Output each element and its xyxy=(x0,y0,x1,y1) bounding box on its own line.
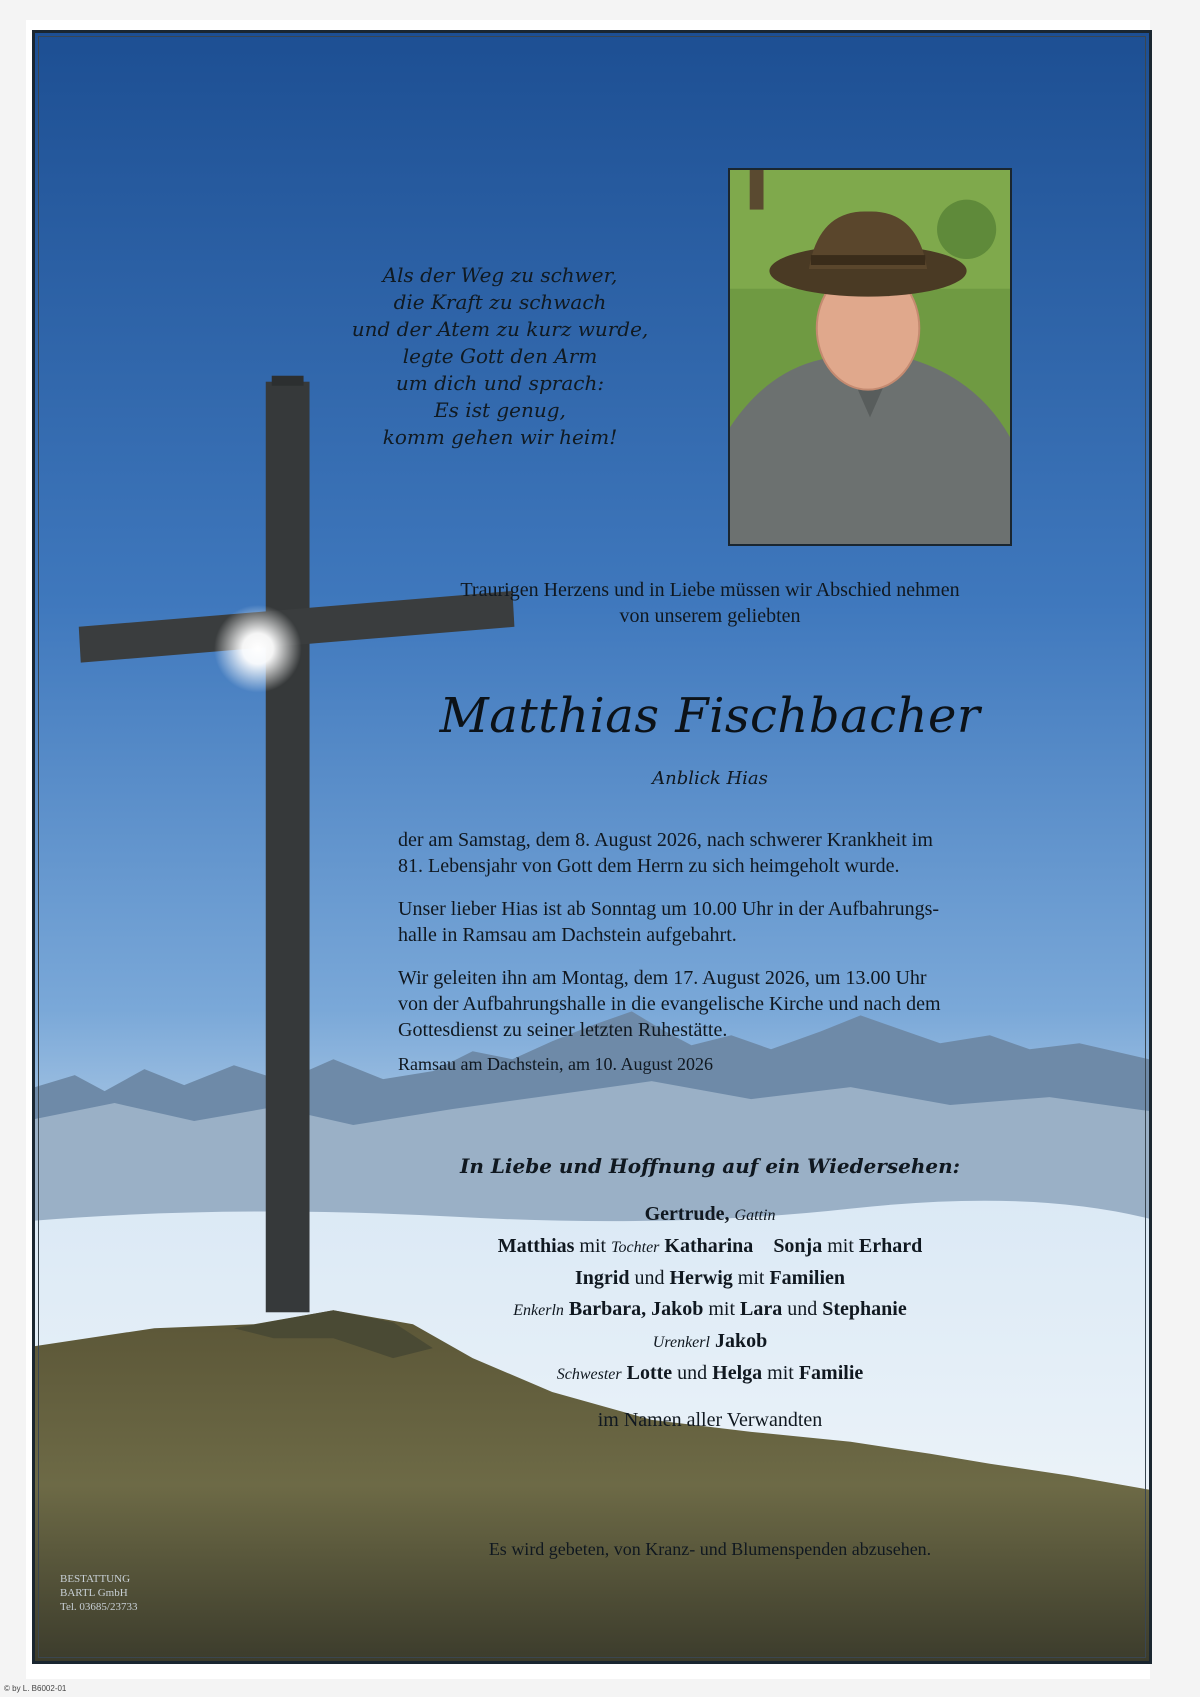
footer-code: © by L. B6002-01 xyxy=(4,1684,67,1693)
mourners-list xyxy=(400,1199,1020,1390)
verse-line: um dich und sprach: xyxy=(395,371,605,395)
mourner-row: Matthias mit Tochter Katharina Sonja mit Erhard xyxy=(497,1235,923,1257)
deceased-nickname: Anblick Hias xyxy=(652,768,768,789)
paragraph-line: halle in Ramsau am Dachstein aufgebahrt. xyxy=(398,924,737,946)
deceased-name: Matthias Fischbacher xyxy=(439,688,981,744)
place-date: Ramsau am Dachstein, am 10. August 2026 xyxy=(398,1054,713,1074)
paragraph-line: Unser lieber Hias ist ab Sonntag um 10.00 Uhr in der Aufbahrungs- xyxy=(398,898,940,920)
paragraph-line: von der Aufbahrungshalle in die evangelische Kirche und nach dem xyxy=(398,993,941,1015)
verse-line: die Kraft zu schwach xyxy=(393,290,607,314)
verse xyxy=(330,262,670,451)
funeral-home-line: BARTL GmbH xyxy=(60,1587,128,1599)
intro-line: Traurigen Herzens und in Liebe müssen wir Abschied nehmen xyxy=(460,579,960,601)
paragraph-death xyxy=(398,827,1018,879)
mourner-row: Urenkerl Jakob xyxy=(652,1330,768,1352)
mourner-row: Ingrid und Herwig mit Familien xyxy=(575,1267,845,1289)
mourner-row: Enkerln Barbara, Jakob mit Lara und Stephanie xyxy=(513,1298,907,1320)
verse-line: legte Gott den Arm xyxy=(402,344,598,368)
paragraph-line: der am Samstag, dem 8. August 2026, nach schwerer Krankheit im xyxy=(398,829,933,851)
relatives-line: im Namen aller Verwandten xyxy=(597,1409,823,1431)
paragraph-viewing xyxy=(398,896,1018,948)
mourner-row: Gertrude, Gattin xyxy=(644,1203,776,1225)
verse-line: komm gehen wir heim! xyxy=(382,425,618,449)
mourner-row: Schwester Lotte und Helga mit Familie xyxy=(556,1362,864,1384)
portrait-photo xyxy=(728,168,1012,546)
paragraph-funeral xyxy=(398,965,1018,1043)
funeral-home-imprint xyxy=(60,1572,190,1614)
funeral-home-line: Tel. 03685/23733 xyxy=(60,1601,138,1613)
intro-text xyxy=(400,577,1020,629)
donation-request: Es wird gebeten, von Kranz- und Blumenspenden abzusehen. xyxy=(488,1539,932,1559)
paragraph-line: Gottesdienst zu seiner letzten Ruhestätte. xyxy=(398,1019,728,1041)
verse-line: und der Atem zu kurz wurde, xyxy=(351,317,649,341)
intro-line: von unserem geliebten xyxy=(619,605,801,627)
verse-line: Es ist genug, xyxy=(434,398,566,422)
verse-line: Als der Weg zu schwer, xyxy=(382,263,618,287)
closing-line: In Liebe und Hoffnung auf ein Wiedersehen: xyxy=(459,1154,961,1178)
paragraph-line: 81. Lebensjahr von Gott dem Herrn zu sich heimgeholt wurde. xyxy=(398,855,900,877)
paragraph-line: Wir geleiten ihn am Montag, dem 17. August 2026, um 13.00 Uhr xyxy=(398,967,927,989)
funeral-home-line: BESTATTUNG xyxy=(60,1573,131,1585)
